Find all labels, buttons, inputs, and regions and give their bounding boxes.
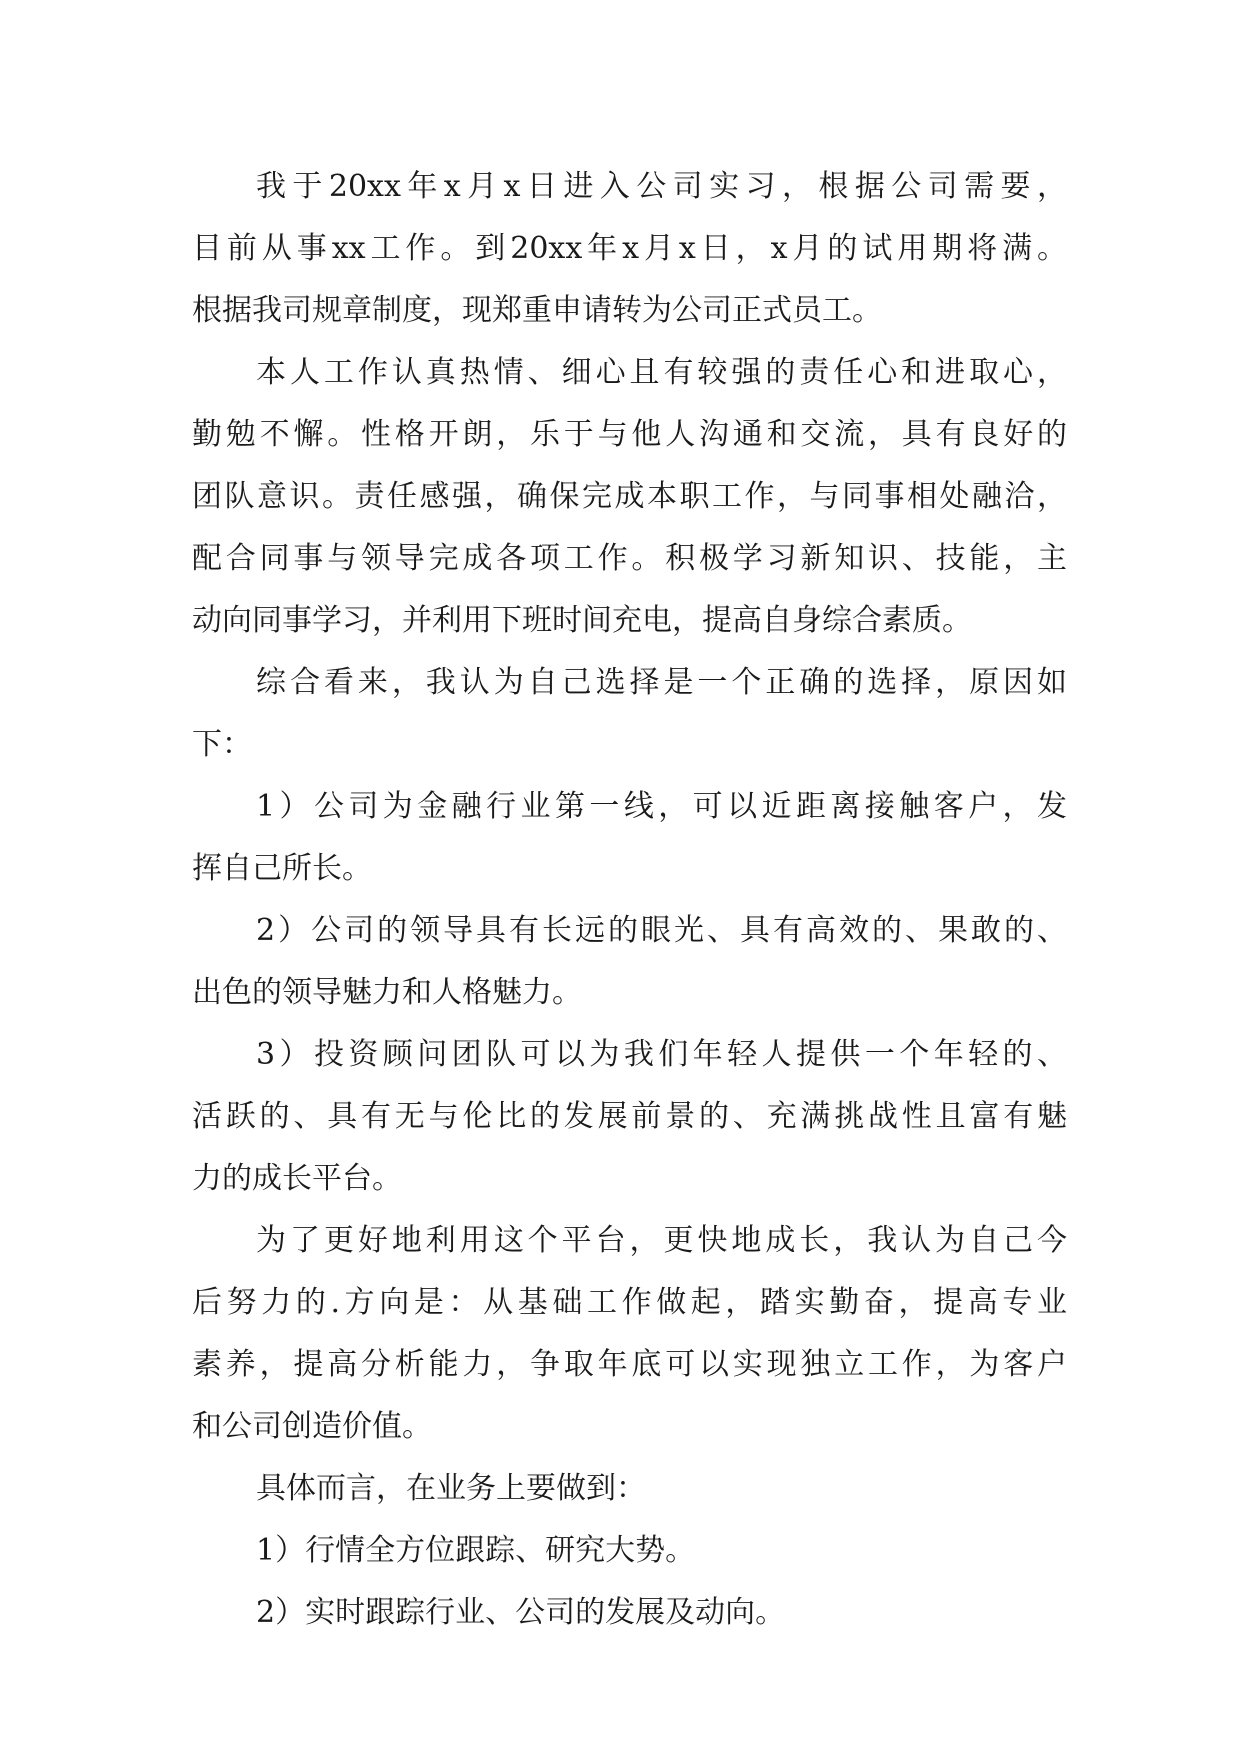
text-line: 配合同事与领导完成各项工作。积极学习新知识、技能，主 bbox=[192, 541, 1067, 576]
text-line: 团队意识。责任感强，确保完成本职工作，与同事相处融洽， bbox=[192, 479, 1067, 514]
text-line: 动向同事学习，并利用下班时间充电，提高自身综合素质。 bbox=[192, 603, 972, 638]
text-line: 为了更好地利用这个平台，更快地成长，我认为自己今 bbox=[256, 1223, 1067, 1258]
text-line: 挥自己所长。 bbox=[192, 851, 372, 886]
text-line: 1）公司为金融行业第一线，可以近距离接触客户，发 bbox=[256, 789, 1067, 824]
text-line: 和公司创造价值。 bbox=[192, 1409, 432, 1444]
text-line: 具体而言，在业务上要做到： bbox=[256, 1471, 646, 1506]
text-line: 后努力的.方向是：从基础工作做起，踏实勤奋，提高专业 bbox=[192, 1285, 1067, 1320]
text-line: 3）投资顾问团队可以为我们年轻人提供一个年轻的、 bbox=[256, 1037, 1067, 1072]
text-line: 1）行情全方位跟踪、研究大势。 bbox=[256, 1533, 696, 1568]
text-line: 目前从事xx工作。到20xx年x月x日，x月的试用期将满。 bbox=[192, 231, 1067, 266]
text-line: 勤勉不懈。性格开朗，乐于与他人沟通和交流，具有良好的 bbox=[192, 417, 1067, 452]
document-body bbox=[192, 156, 1067, 1644]
text-line: 综合看来，我认为自己选择是一个正确的选择，原因如 bbox=[256, 665, 1067, 700]
text-line: 出色的领导魅力和人格魅力。 bbox=[192, 975, 582, 1010]
text-line: 力的成长平台。 bbox=[192, 1161, 402, 1196]
text-line: 素养，提高分析能力，争取年底可以实现独立工作，为客户 bbox=[192, 1347, 1067, 1382]
text-line: 根据我司规章制度，现郑重申请转为公司正式员工。 bbox=[192, 293, 882, 328]
text-line: 2）实时跟踪行业、公司的发展及动向。 bbox=[256, 1595, 786, 1630]
text-line: 本人工作认真热情、细心且有较强的责任心和进取心， bbox=[256, 355, 1067, 390]
text-line: 我于20xx年x月x日进入公司实习，根据公司需要， bbox=[256, 169, 1067, 204]
text-line: 活跃的、具有无与伦比的发展前景的、充满挑战性且富有魅 bbox=[192, 1099, 1067, 1134]
text-line: 2）公司的领导具有长远的眼光、具有高效的、果敢的、 bbox=[256, 913, 1067, 948]
text-line: 下： bbox=[192, 727, 252, 762]
